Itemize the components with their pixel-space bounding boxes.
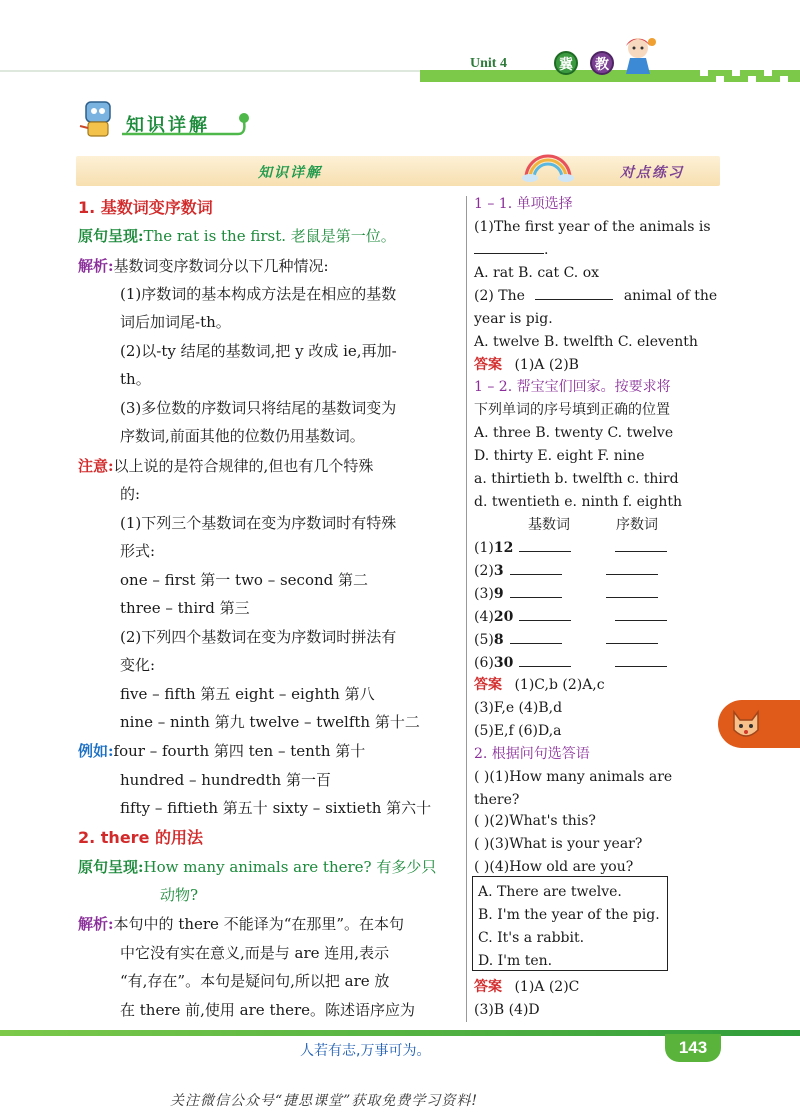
- exercise-1-2-answer-2: (3)F,e (4)B,d: [474, 700, 563, 716]
- example-label: 原句呈现:: [78, 858, 144, 876]
- answer-blank[interactable]: [535, 286, 613, 300]
- answer-label: 答案: [474, 357, 502, 373]
- rule-3-line-b: 序数词,前面其他的位数仍用基数词。: [120, 427, 365, 445]
- exercise-1-2-ordinals-row-1: a. thirtieth b. twelfth c. third: [474, 471, 679, 487]
- cardinal-blank[interactable]: [519, 607, 571, 621]
- exercise-2-q3: ( )(3)What is your year?: [474, 836, 643, 852]
- exercise-2-title: 2. 根据问句选答语: [474, 746, 590, 762]
- header-decor-band: [0, 70, 800, 82]
- exercise-2-q2: ( )(2)What's this?: [474, 813, 596, 829]
- analysis-text: 本句中的 there 不能译为“在那里”。在本句: [113, 915, 405, 933]
- row-label: (1): [474, 540, 494, 556]
- s2-analysis-line-2: 中它没有实在意义,而是与 are 连用,表示: [120, 944, 390, 962]
- answer-option-c: C. It's a rabbit.: [478, 930, 585, 946]
- exercise-1-2-ordinals-row-2: d. twentieth e. ninth f. eighth: [474, 494, 683, 510]
- exercise-1-1-title: 1 – 1. 单项选择: [474, 196, 573, 212]
- fill-in-row: [474, 561, 658, 581]
- example-words-line-1: [78, 741, 365, 761]
- fill-in-row: [474, 607, 667, 627]
- publisher-seal-ji: 冀: [554, 51, 578, 75]
- exercise-1-2-answer-1: 答案 (1)C,b (2)A,c: [474, 677, 605, 693]
- exercise-1-2-answer-3: (5)E,f (6)D,a: [474, 723, 562, 739]
- exercise-2-q1-line-b: there?: [474, 792, 520, 808]
- analysis-label: 解析:: [78, 915, 114, 933]
- exercise-1-2-title-a: 1 – 2. 帮宝宝们回家。按要求将: [474, 379, 671, 395]
- s1-analysis-line: [78, 256, 329, 276]
- note-text: 以上说的是符合规律的,但也有几个特殊: [113, 457, 374, 475]
- ordinal-blank[interactable]: [615, 653, 667, 667]
- example-sentence: How many animals are there? 有多少只: [143, 858, 437, 876]
- rainbow-icon: [520, 148, 576, 182]
- row-label: (6): [474, 655, 494, 671]
- cardinal-blank[interactable]: [510, 561, 562, 575]
- word-pair-line-7: fifty – fiftieth 第五十 sixty – sixtieth 第六十: [120, 799, 432, 817]
- exercise-2-q4: ( )(4)How old are you?: [474, 859, 634, 875]
- analysis-text: 基数词变序数词分以下几种情况:: [113, 257, 329, 275]
- fill-in-row: [474, 630, 658, 650]
- ordinal-blank[interactable]: [615, 538, 667, 552]
- word-pair-line-3: five – fifth 第五 eight – eighth 第八: [120, 685, 375, 703]
- ordinal-column-header: 序数词: [616, 517, 658, 533]
- s2-example-line-b: 动物?: [160, 886, 199, 904]
- cardinal-number: 30: [493, 655, 514, 671]
- word-pair-line-6: hundred – hundredth 第一百: [120, 771, 331, 789]
- note-line-a: [78, 456, 373, 476]
- fill-in-row: [474, 584, 658, 604]
- note-2-line-b: 变化:: [120, 656, 156, 674]
- column-divider: [466, 196, 467, 1022]
- exercise-1-1-q2-line-a: (2) The animal of the: [474, 288, 718, 304]
- note-1-line-b: 形式:: [120, 542, 156, 560]
- word-pair-line-5: four – fourth 第四 ten – tenth 第十: [113, 742, 366, 760]
- fox-mascot-icon: [728, 704, 764, 744]
- exercise-2-answer-2: (3)B (4)D: [474, 1002, 540, 1018]
- robot-mascot-icon: [76, 96, 122, 140]
- fill-in-row: [474, 653, 667, 673]
- exercise-1-2-title-b: 下列单词的序号填到正确的位置: [474, 402, 670, 418]
- exercise-1-1-q1-line-b: .: [474, 240, 548, 260]
- s1-example-line: [78, 226, 396, 246]
- row-label: (3): [474, 586, 494, 602]
- cardinal-number: 20: [493, 609, 514, 625]
- exercise-1-1-q1-line-a: (1)The first year of the animals is: [474, 219, 711, 235]
- bottom-promo-note: 关注微信公众号“捷思课堂”获取免费学习资料!: [170, 1093, 478, 1109]
- ordinal-blank[interactable]: [606, 561, 658, 575]
- fill-in-row: [474, 538, 667, 558]
- exercise-1-1-q2-line-b: year is pig.: [474, 311, 553, 327]
- example-label: 原句呈现:: [78, 227, 144, 245]
- note-1-line-a: (1)下列三个基数词在变为序数词时有特殊: [120, 514, 397, 532]
- section-1-title: 1. 基数词变序数词: [78, 198, 213, 217]
- note-label: 注意:: [78, 457, 114, 475]
- rule-2-line-a: (2)以-ty 结尾的基数词,把 y 改成 ie,再加-: [120, 342, 397, 360]
- cardinal-blank[interactable]: [510, 630, 562, 644]
- cartoon-girl-icon: [616, 34, 664, 78]
- exercise-1-2-cardinals-row-1: A. three B. twenty C. twelve: [474, 425, 674, 441]
- word-pair-line-1: one – first 第一 two – second 第二: [120, 571, 369, 589]
- answer-option-b: B. I'm the year of the pig.: [478, 907, 660, 923]
- analysis-label: 解析:: [78, 257, 114, 275]
- row-label: (4): [474, 609, 494, 625]
- s2-analysis-line-1: [78, 914, 404, 934]
- for-example-label: 例如:: [78, 742, 114, 760]
- right-column-heading: 对点练习: [620, 165, 684, 181]
- cardinal-blank[interactable]: [510, 584, 562, 598]
- answer-text: (1)A (2)B: [514, 357, 579, 373]
- answer-option-d: D. I'm ten.: [478, 953, 553, 969]
- row-label: (2): [474, 563, 494, 579]
- word-pair-line-4: nine – ninth 第九 twelve – twelfth 第十二: [120, 713, 420, 731]
- answer-option-a: A. There are twelve.: [478, 884, 622, 900]
- word-pair-line-2: three – third 第三: [120, 599, 250, 617]
- note-2-line-a: (2)下列四个基数词在变为序数词时拼法有: [120, 628, 397, 646]
- answer-blank[interactable]: [474, 240, 544, 254]
- s2-analysis-line-4: 在 there 前,使用 are there。陈述语序应为: [120, 1001, 416, 1019]
- exercise-1-1-q1-options: A. rat B. cat C. ox: [474, 265, 600, 281]
- unit-label: Unit 4: [470, 56, 507, 71]
- exercise-1-2-cardinals-row-2: D. thirty E. eight F. nine: [474, 448, 645, 464]
- answer-label: 答案: [474, 979, 502, 995]
- row-label: (5): [474, 632, 494, 648]
- publisher-seal-jiao: 教: [590, 51, 614, 75]
- footer-motto: 人若有志,万事可为。: [300, 1043, 431, 1059]
- ordinal-blank[interactable]: [615, 607, 667, 621]
- rule-1-line-a: (1)序数词的基本构成方法是在相应的基数: [120, 285, 397, 303]
- cardinal-number: 8: [493, 632, 504, 648]
- s2-example-line-a: [78, 857, 436, 877]
- left-column-heading: 知识详解: [258, 165, 322, 181]
- s2-analysis-line-3: “有,存在”。本句是疑问句,所以把 are 放: [120, 972, 390, 990]
- rule-2-line-b: th。: [120, 370, 151, 388]
- section-title: 知识详解: [126, 115, 210, 136]
- cardinal-number: 3: [493, 563, 504, 579]
- answer-label: 答案: [474, 677, 502, 693]
- note-line-b: 的:: [120, 485, 141, 503]
- cardinal-blank[interactable]: [519, 653, 571, 667]
- cardinal-column-header: 基数词: [528, 517, 570, 533]
- ordinal-blank[interactable]: [606, 630, 658, 644]
- ordinal-blank[interactable]: [606, 584, 658, 598]
- rule-1-line-b: 词后加词尾-th。: [120, 313, 231, 331]
- exercise-2-q1-line-a: ( )(1)How many animals are: [474, 769, 673, 785]
- section-2-title: 2. there 的用法: [78, 828, 203, 847]
- page-number: 143: [678, 1038, 708, 1057]
- cardinal-number: 9: [493, 586, 504, 602]
- exercise-1-1-q2-options: A. twelve B. twelfth C. eleventh: [474, 334, 698, 350]
- rule-3-line-a: (3)多位数的序数词只将结尾的基数词变为: [120, 399, 397, 417]
- exercise-2-answer-1: 答案 (1)A (2)C: [474, 979, 580, 995]
- cardinal-number: 12: [493, 540, 514, 556]
- cardinal-blank[interactable]: [519, 538, 571, 552]
- example-sentence: The rat is the first. 老鼠是第一位。: [143, 227, 396, 245]
- exercise-1-1-answer: [474, 355, 579, 375]
